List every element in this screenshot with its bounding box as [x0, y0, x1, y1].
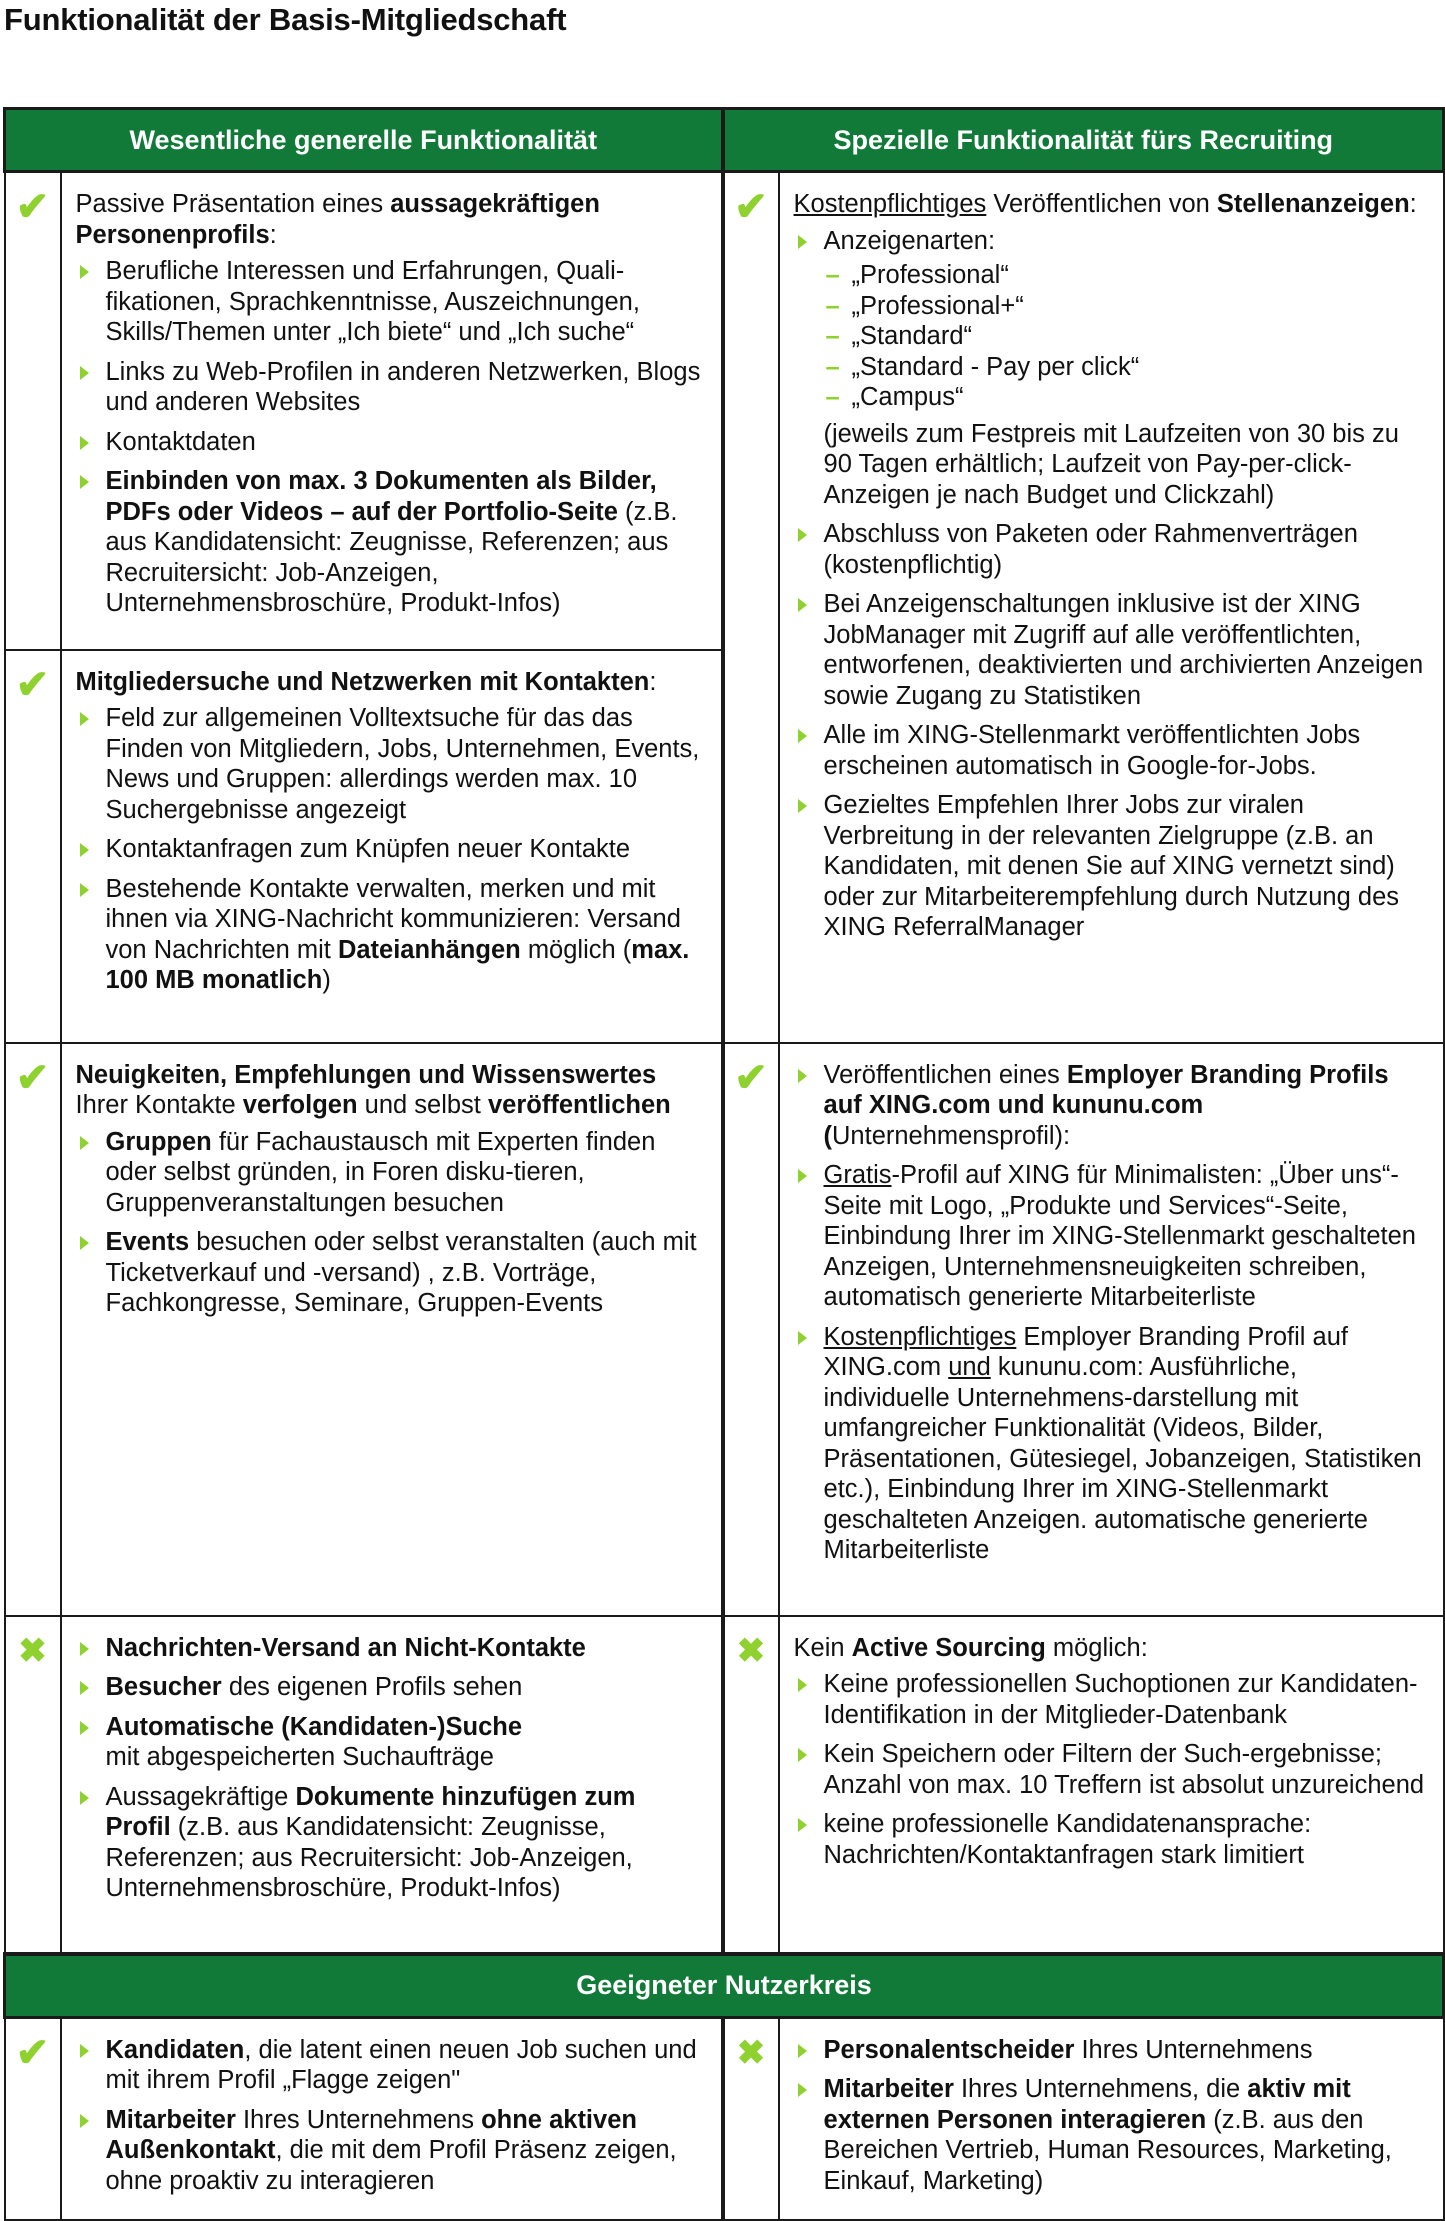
text: Employer Branding Profil auf XING.com [823, 1322, 1348, 1381]
text: mit abgespeicherten Suchaufträge [105, 1743, 494, 1771]
bullet-list [794, 1060, 1429, 1566]
news-features [61, 1043, 723, 1616]
text: Unternehmensprofil): [832, 1121, 1071, 1150]
list-item: keine professionelle Kandidatenansprache: Nachrichten/Kontaktanfragen stark limitiert [794, 1809, 1429, 1870]
employer-branding-features [779, 1043, 1444, 1616]
missing-features [61, 1616, 723, 1954]
text-bold: Dokumente hinzufügen zum Profil [105, 1782, 636, 1841]
network-features [61, 650, 723, 1043]
text: Veröffentlichen von [986, 190, 1217, 218]
text-bold: Kandidaten [105, 2035, 245, 2064]
list-item: Links zu Web-Profilen in anderen Netzwerken, Blogs und anderen Websites [76, 357, 707, 418]
list-item: Abschluss von Paketen oder Rahmenverträgen (kostenpflichtig) [794, 519, 1429, 580]
list-item [794, 1160, 1429, 1313]
text-bold: aktiv mit externen Personen interagieren [823, 2075, 1351, 2134]
bullet-list [76, 2035, 707, 2197]
list-item: Kein Speichern oder Filtern der Such-ergebnisse; Anzahl von max. 10 Treffern ist absolut unzureichend [794, 1739, 1429, 1800]
text: Ihres Unternehmens, die [953, 2075, 1248, 2103]
bullet-list [794, 1669, 1429, 1870]
text-bold: Nachrichten-Versand an Nicht-Kontakte [105, 1633, 586, 1662]
bullet-list [76, 1633, 707, 1904]
text: Kein [793, 1633, 852, 1662]
text: Ihrer Kontakte [75, 1091, 243, 1119]
list-item [76, 1127, 707, 1219]
text: , die mit dem Profil Präsenz zeigen, ohne proaktiv zu interagieren [105, 2136, 677, 2195]
list-item [794, 1060, 1429, 1152]
check-icon: ✔ [734, 185, 768, 229]
text-bold: max. 100 MB monatlich [105, 935, 690, 994]
row3-right-icon-cell [723, 1043, 779, 1616]
text: Anzeigenarten: [823, 226, 996, 255]
text: : [1409, 190, 1417, 218]
text-bold: Personalentscheider [823, 2035, 1075, 2064]
text-bold: Besucher [105, 1673, 222, 1701]
text: (z.B. aus Kandidatensicht: Zeugnisse, Referenzen; aus Recruitersicht: Job-Anzeigen, Unternehmensbroschüre, Produkt-Infos) [105, 1813, 633, 1902]
text-bold: Employer Branding Profils auf XING.com und kununu.com [823, 1060, 1389, 1119]
sub-item: – „Professional“ [824, 260, 1429, 291]
text: : [269, 220, 277, 249]
text-bold: ( [823, 1121, 833, 1150]
list-item [76, 1633, 707, 1664]
text: besuchen oder selbst veranstalten (auch mit Ticketverkauf und -versand) , z.B. Vorträge, Fachkongresse, Seminare, Gruppen-Events [105, 1228, 697, 1317]
text-bold: Einbinden von max. 3 Dokumenten als Bilder, PDFs oder Videos – auf der Portfolio-Seite [105, 467, 657, 526]
row2-left-icon-cell [5, 650, 61, 1043]
header-right: Spezielle Funktionalität fürs Recruiting [723, 109, 1444, 172]
text-underlined: Kostenpflichtiges [793, 190, 987, 218]
sub-list [824, 260, 1429, 413]
no-active-sourcing [779, 1616, 1444, 1954]
cross-icon: ✖ [18, 1631, 47, 1670]
list-item [794, 2035, 1429, 2066]
bullet-list [76, 703, 707, 996]
list-item [794, 1322, 1429, 1566]
row1-right-icon-cell [723, 172, 779, 1043]
profile-features [61, 172, 723, 650]
intro [794, 189, 1429, 220]
sub-item: – „Standard - Pay per click“ [824, 352, 1429, 383]
text: möglich: [1045, 1633, 1148, 1662]
cross-icon: ✖ [736, 1631, 766, 1670]
check-icon: ✔ [15, 2030, 50, 2075]
list-item: Berufliche Interessen und Erfahrungen, Quali-fikationen, Sprachkenntnisse, Auszeichnungen, Skills/Themen unter „Ich biete“ und „Ich suche“ [76, 256, 707, 348]
text: Passive Präsentation eines [75, 190, 391, 218]
text-bold: Active Sourcing [851, 1633, 1046, 1662]
text-underlined: Kostenpflichtiges [823, 1322, 1017, 1351]
text: Veröffentlichen eines [823, 1060, 1067, 1089]
list-item: Alle im XING-Stellenmarkt veröffentlichten Jobs erscheinen automatisch in Google-for-Jobs. [794, 720, 1429, 781]
list-item [76, 1712, 707, 1773]
page-title: Funktionalität der Basis-Mitgliedschaft [4, 2, 567, 37]
check-icon: ✔ [734, 1055, 768, 1100]
text: Ihres Unternehmens [235, 2105, 482, 2134]
list-item: Keine professionellen Suchoptionen zur Kandidaten-Identifikation in der Mitglieder-Datenbank [794, 1669, 1429, 1730]
user-group-header-row [5, 1954, 1444, 2018]
list-item: Kontaktanfragen zum Knüpfen neuer Kontakte [76, 834, 707, 865]
text-bold: Mitarbeiter [105, 2105, 236, 2134]
list-item: Kontaktdaten [76, 427, 707, 458]
text-underlined: und [948, 1353, 991, 1381]
text: möglich ( [520, 935, 632, 964]
list-item [76, 2035, 707, 2096]
list-item: Feld zur allgemeinen Volltextsuche für das das Finden von Mitgliedern, Jobs, Unternehmen, Events, News und Gruppen: allerdings werden max. 10 Suchergebnisse angezeigt [76, 703, 707, 825]
text: kununu.com: Ausführliche, individuelle Unternehmens-darstellung mit umfangreicher Funktionalität (Videos, Bilder, Präsentationen, Gütesiegel, Jobanzeigen, Statistiken etc.), Einbindung Ihrer im XING-Stellenmarkt geschalteten Anzeigen. automatische generierte Mitarbeiterliste [823, 1353, 1422, 1564]
text-bold: Stellenanzeigen [1216, 190, 1410, 218]
list-item: Bei Anzeigenschaltungen inklusive ist der XING JobManager mit Zugriff auf alle veröffentlichten, entworfenen, deaktivierten und archivierten Anzeigen sowie Zugang zu Statistiken [794, 589, 1429, 711]
text: , die latent einen neuen Job suchen und mit ihrem Profil „Flagge zeigen" [105, 2035, 697, 2094]
bullet-list [794, 2035, 1429, 2197]
bullet-list [794, 226, 1429, 943]
text-bold: Mitgliedersuche und Netzwerken mit Kontakten [75, 667, 650, 696]
intro [76, 189, 707, 250]
list-item [76, 1672, 707, 1703]
text-bold: verfolgen [242, 1091, 358, 1119]
text-bold: veröffentlichen [487, 1091, 671, 1119]
text-bold: aussagekräftigen Personenprofils [75, 190, 600, 249]
note: (jeweils zum Festpreis mit Laufzeiten von 30 bis zu 90 Tagen erhältlich; Laufzeit von Pay-per-click-Anzeigen je nach Budget und Clickzahl) [823, 419, 1399, 509]
row4-left-icon-cell [5, 1616, 61, 1954]
text-bold: Neuigkeiten, Empfehlungen und Wissenswertes [75, 1060, 657, 1089]
text: und selbst [357, 1091, 488, 1119]
list-item: Gezieltes Empfehlen Ihrer Jobs zur viralen Verbreitung in der relevanten Zielgruppe (z.B. an Kandidaten, mit denen Sie auf XING vernetzt sind) oder zur Mitarbeiterempfehlung durch Nutzung des XING ReferralManager [794, 790, 1429, 943]
sub-item: – „Professional+“ [824, 291, 1429, 322]
check-icon: ✔ [15, 185, 50, 229]
text: ) [322, 966, 331, 994]
row4-right-icon-cell [723, 1616, 779, 1954]
text: Aussagekräftige [105, 1782, 296, 1811]
text-bold: Mitarbeiter [823, 2075, 954, 2103]
text: -Profil auf XING für Minimalisten: „Über uns“-Seite mit Logo, „Produkte und Services“-Seite, Einbindung Ihrer im XING-Stellenmarkt geschalteten Anzeigen, Unternehmensneuigkeiten schreiben, automatisch generierte Mitarbeiterliste [823, 1161, 1416, 1311]
text: für Fachaustausch mit Experten finden oder selbst gründen, in Foren disku-tieren, Gruppenveranstaltungen besuchen [105, 1127, 656, 1217]
list-item [76, 1782, 707, 1904]
list-item [76, 1227, 707, 1319]
sub-item: – „Standard“ [824, 321, 1429, 352]
row5-right-icon-cell [723, 2017, 779, 2220]
check-icon: ✔ [15, 1055, 50, 1100]
row5-left-icon-cell [5, 2017, 61, 2220]
list-item [76, 466, 707, 619]
check-icon: ✔ [15, 662, 50, 707]
text-bold: Dateianhängen [337, 935, 521, 964]
list-item [76, 874, 707, 996]
unsuitable-users [779, 2017, 1444, 2220]
text: Ihres Unternehmens [1074, 2035, 1313, 2064]
text: (z.B. aus den Bereichen Vertrieb, Human Resources, Marketing, Einkauf, Marketing) [823, 2105, 1392, 2195]
text-bold: Events [105, 1228, 190, 1256]
text-bold: Gruppen [105, 1127, 212, 1156]
header-row [5, 109, 1444, 172]
row1-left-icon-cell [5, 172, 61, 650]
intro [76, 667, 707, 698]
intro [76, 1060, 707, 1121]
header-user-group: Geeigneter Nutzerkreis [5, 1954, 1444, 2018]
job-ads-features [779, 172, 1444, 1043]
text-bold: Automatische (Kandidaten-)Suche [105, 1712, 523, 1741]
bullet-list [76, 1127, 707, 1319]
list-item [76, 2105, 707, 2197]
bullet-list [76, 256, 707, 619]
list-item [794, 2074, 1429, 2196]
feature-table [3, 107, 1445, 2221]
text-bold: ohne aktiven Außenkontakt [105, 2105, 637, 2164]
list-item [794, 226, 1429, 511]
intro [794, 1633, 1429, 1664]
text: Bestehende Kontakte verwalten, merken und mit ihnen via XING-Nachricht kommunizieren: Versand von Nachrichten mit [105, 874, 681, 964]
row3-left-icon-cell [5, 1043, 61, 1616]
text: des eigenen Profils sehen [221, 1673, 523, 1701]
sub-item: – „Campus“ [824, 382, 1429, 413]
suitable-users [61, 2017, 723, 2220]
cross-icon: ✖ [736, 2033, 766, 2072]
header-left: Wesentliche generelle Funktionalität [5, 109, 723, 172]
text-underlined: Gratis [823, 1161, 892, 1189]
text: (z.B. aus Kandidatensicht: Zeugnisse, Referenzen; aus Recruitersicht: Job-Anzeigen, Unternehmensbroschüre, Produkt-Infos) [105, 497, 678, 617]
text: : [649, 667, 657, 696]
